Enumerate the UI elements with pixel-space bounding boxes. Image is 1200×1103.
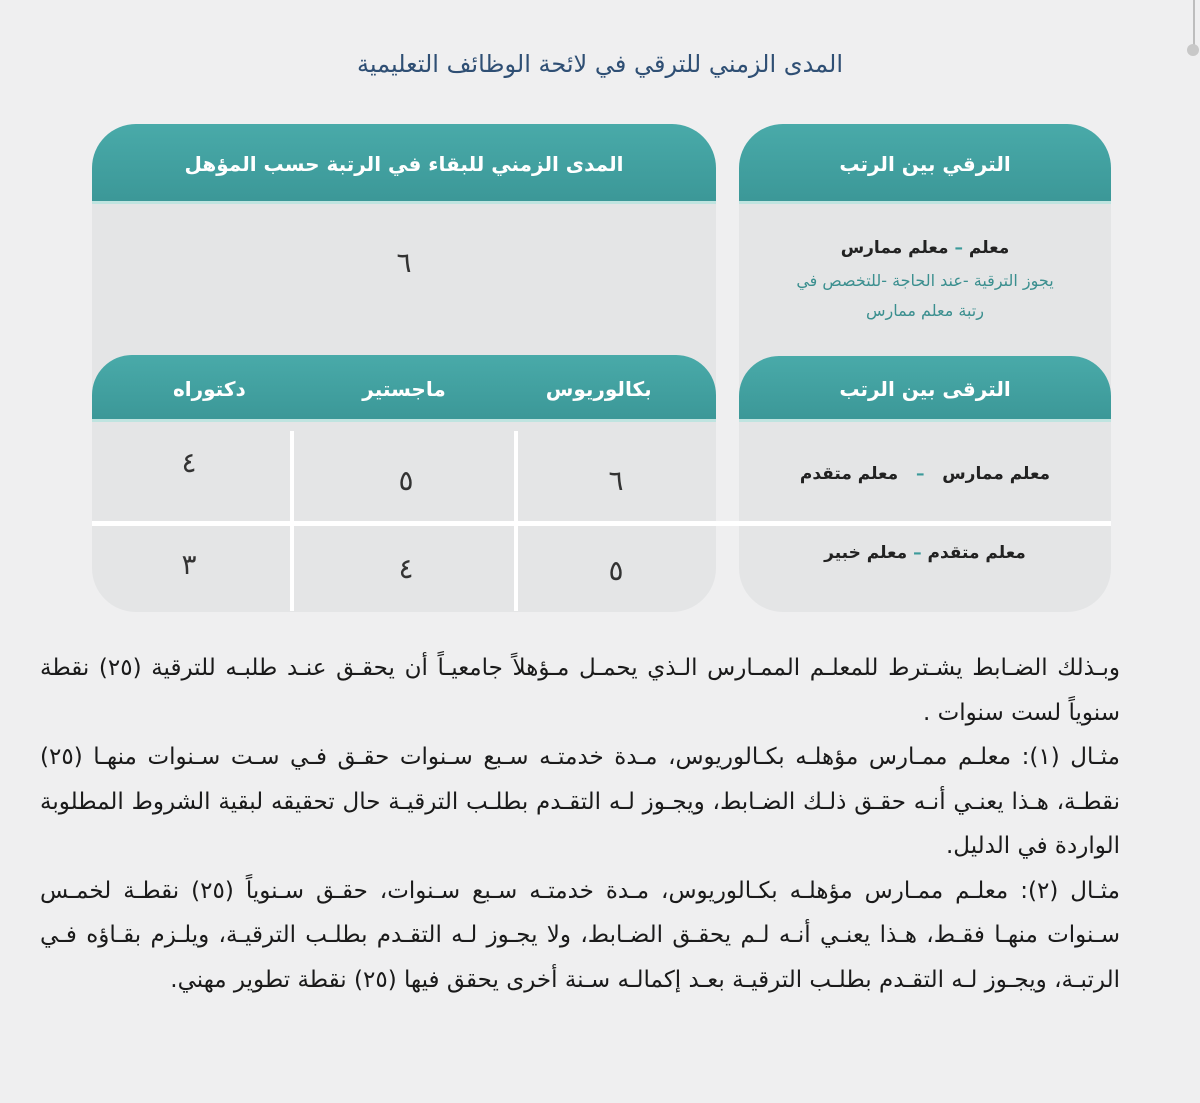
row-divider (92, 521, 1111, 526)
rank-to: معلم متقدم (799, 464, 899, 484)
qualification-header-row (92, 355, 716, 422)
rank-to: معلم خبير (824, 543, 908, 563)
table-cell: ٤ (398, 552, 414, 585)
rank-from: معلم متقدم (927, 543, 1026, 563)
promotion-note (739, 266, 1111, 326)
page-title: المدى الزمني للترقي في لائحة الوظائف التعليمية (356, 50, 844, 78)
explanation-text (40, 646, 1120, 1002)
paragraph-example-2: مثـال (٢): معلـم ممـارس مؤهلـه بكـالوريوس، مـدة خدمتـه سـبع سـنوات، حقـق سـنوياً (٢٥) نقطـة لخمـس سـنوات منهـا فقـط، هـذا يعنـي أنـه لـم يحقـق الضـابط، ولا يجـوز لـه التقـدم بطلـب الترقيـة، ويلـزم بقـاؤه فـي الرتبـة، ويجـوز لـه التقـدم بطلـب الترقيـة بعـد إكمالـه سـنة أخرى يحقق فيها (٢٥) نقطة تطوير مهني. (40, 877, 1121, 993)
table-cell: ٥ (608, 554, 624, 587)
table-cell: ٣ (181, 548, 197, 581)
duration-panel (92, 124, 716, 612)
duration-value: ٦ (396, 246, 412, 279)
rank-from: معلم (968, 238, 1010, 258)
note-line-1: يجوز الترقية -عند الحاجة -للتخصص في (796, 271, 1054, 290)
scrollbar-track (1193, 0, 1195, 50)
rank-to: معلم ممارس (840, 238, 949, 258)
paragraph-example-1: مثـال (١): معلـم ممـارس مؤهلـه بكـالوريوس، مـدة خدمتـه سـبع سـنوات حقـق فـي سـت سـنوات منهـا (٢٥) نقطـة، هـذا يعنـي أنـه حقـق ذلـك الضـابط، ويجـوز لـه التقـدم بطلـب الترقيـة حال تحقيقه لبقية الشروط المطلوبة الواردة في الدليل. (40, 744, 1120, 859)
duration-header: المدى الزمني للبقاء في الرتبة حسب المؤهل (92, 124, 716, 204)
rank-from: معلم ممارس (942, 464, 1051, 484)
table-cell: ٤ (181, 446, 197, 479)
promotion-panel (739, 124, 1111, 612)
table-cell: ٦ (608, 464, 624, 497)
promotion-1 (739, 238, 1111, 258)
promotion-3 (739, 543, 1111, 563)
qualification-bachelor: بكالوريوس (545, 376, 652, 401)
promotion-2 (739, 464, 1111, 484)
dash: – (954, 238, 963, 258)
promotion-header-2: الترقى بين الرتب (739, 356, 1111, 422)
paragraph-rule: وبـذلك الضـابط يشـترط للمعلـم الممـارس الـذي يحمـل مـؤهلاً جامعيـاً أن يحقـق عنـد طلبـه للترقية (٢٥) نقطة سنوياً لست سنوات . (40, 655, 1120, 726)
qualification-master: ماجستير (362, 376, 446, 401)
dash: – (913, 543, 922, 563)
qualification-doctorate: دكتوراه (172, 376, 246, 401)
table-cell: ٥ (398, 464, 414, 497)
dash: – (915, 464, 925, 484)
note-line-2: رتبة معلم ممارس (866, 301, 984, 320)
promotion-header-1: الترقي بين الرتب (739, 124, 1111, 204)
